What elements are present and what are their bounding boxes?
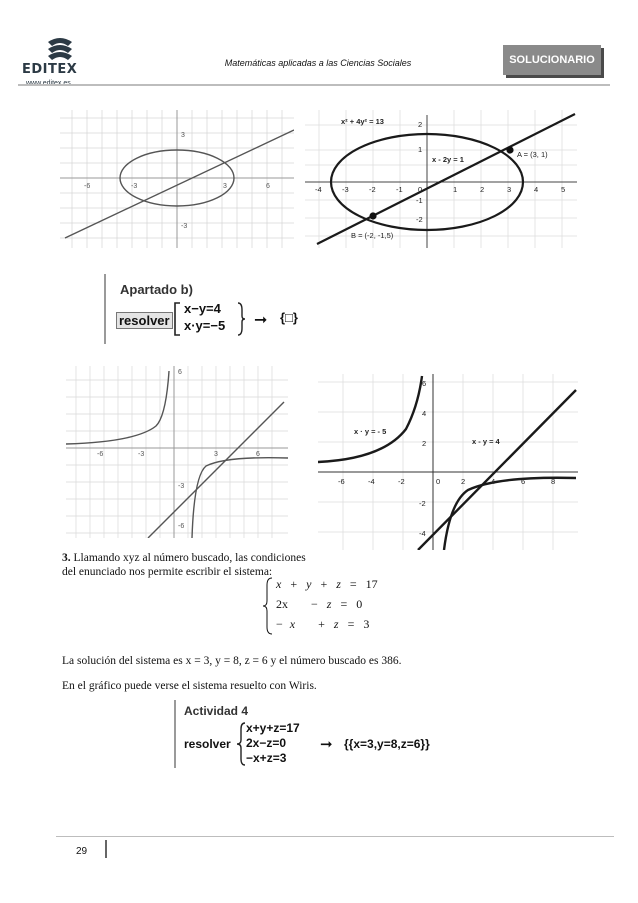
tick-x: -4 (368, 477, 375, 486)
wiris-box-actividad-4 (174, 700, 464, 768)
tick-y: 1 (418, 145, 423, 154)
tick-y: -4 (419, 529, 426, 538)
tick-x-3: 3 (214, 451, 218, 458)
solucionario-badge: SOLUCIONARIO (503, 45, 601, 75)
page-number-bar (105, 840, 107, 858)
line-equation-label: x - 2y = 1 (432, 155, 464, 164)
wiris-box-apartado-b (104, 274, 318, 344)
tick-x: 1 (453, 185, 458, 194)
equation-system (262, 577, 382, 635)
tick-x: -2 (369, 185, 376, 194)
tick-x: 8 (551, 477, 556, 486)
tick-y-neg6: -6 (178, 523, 185, 530)
system-brace-icon (236, 722, 246, 766)
tick-x-neg6: -6 (84, 183, 91, 190)
equation-3: −x+z=3 (246, 751, 287, 765)
tick-x: -3 (342, 185, 349, 194)
tick-x-neg3: -3 (131, 183, 138, 190)
tick-y: 6 (422, 379, 427, 388)
system-row-2: 2x − z = 0 (276, 597, 363, 611)
tick-x: -2 (398, 477, 405, 486)
system-brace-icon (172, 302, 182, 336)
tick-y: -1 (416, 196, 423, 205)
equation-2: x·y=−5 (184, 318, 226, 333)
tick-x: 3 (507, 185, 512, 194)
tick-x: 0 (418, 185, 423, 194)
tick-x-neg3: -3 (138, 451, 145, 458)
line-label: x - y = 4 (472, 437, 500, 446)
tick-x-3: 3 (223, 183, 227, 190)
tick-x: -4 (315, 185, 322, 194)
tick-x-neg6: -6 (97, 451, 104, 458)
solution-text: La solución del sistema es x = 3, y = 8, z = 6 y el número buscado es 386. (62, 655, 402, 667)
graph-hyperbola-line-small (66, 366, 288, 538)
tick-x: 2 (461, 477, 466, 486)
system-row-3: − x + z = 3 (276, 617, 370, 631)
graph-ellipse-line-small (60, 110, 294, 248)
wiris-result: {{x=3,y=8,z=6}} (344, 737, 430, 751)
header-title: Matemáticas aplicadas a las Ciencias Sociales (224, 58, 412, 68)
tick-y: 2 (422, 439, 427, 448)
tick-x: 4 (491, 477, 496, 486)
point-b-label: B = (-2, -1,5) (351, 231, 394, 240)
tick-y: -2 (416, 215, 423, 224)
page-number: 29 (76, 846, 88, 857)
equation-1: x+y+z=17 (246, 721, 300, 735)
arrow-icon: ➞ (320, 735, 333, 753)
tick-y: 2 (418, 120, 423, 129)
system-brace-right-icon (236, 302, 246, 336)
tick-y-3: 3 (181, 132, 185, 139)
tick-x: 6 (521, 477, 526, 486)
problem-number: 3. (62, 552, 71, 564)
tick-y: 4 (422, 409, 427, 418)
wiris-title: Apartado b) (120, 282, 193, 297)
tick-x: -1 (396, 185, 403, 194)
tick-x: 5 (561, 185, 566, 194)
arrow-icon: ➞ (254, 310, 268, 329)
ellipse-equation-label: x² + 4y² = 13 (341, 117, 384, 126)
wiris-command: resolver (184, 737, 231, 751)
problem-intro (62, 551, 322, 579)
tick-y-6: 6 (178, 369, 182, 376)
equation-1: x−y=4 (184, 301, 221, 316)
graph-hyperbola-line-bold (318, 374, 578, 550)
system-brace-icon (262, 577, 274, 635)
logo-wordmark: EDITEX (22, 62, 78, 77)
tick-y-neg3: -3 (181, 223, 188, 230)
editex-logo-icon (18, 34, 90, 86)
wiris-title: Actividad 4 (184, 704, 249, 718)
system-row-1: x + y + z = 17 (276, 577, 378, 591)
point-a-label: A = (3, 1) (517, 150, 548, 159)
tick-x: 4 (534, 185, 539, 194)
header-divider (18, 84, 610, 86)
footer-divider (56, 836, 614, 837)
problem-intro-line1: Llamando xyz al número buscado, las condiciones (73, 552, 306, 564)
hyperbola-label: x · y = - 5 (354, 427, 387, 436)
wiris-note: En el gráfico puede verse el sistema resuelto con Wiris. (62, 680, 317, 692)
tick-y: -2 (419, 499, 426, 508)
equation-2: 2x−z=0 (246, 736, 287, 750)
graph-ellipse-line-points (305, 110, 577, 248)
tick-x: -6 (338, 477, 345, 486)
tick-y-neg3: -3 (178, 483, 185, 490)
tick-x-6: 6 (256, 451, 260, 458)
problem-intro-line2: del enunciado nos permite escribir el sistema: (62, 566, 273, 578)
tick-x: 2 (480, 185, 485, 194)
tick-x: 0 (436, 477, 441, 486)
tick-x-6: 6 (266, 183, 270, 190)
wiris-result: {□} (280, 310, 298, 325)
wiris-command: resolver (116, 312, 173, 329)
